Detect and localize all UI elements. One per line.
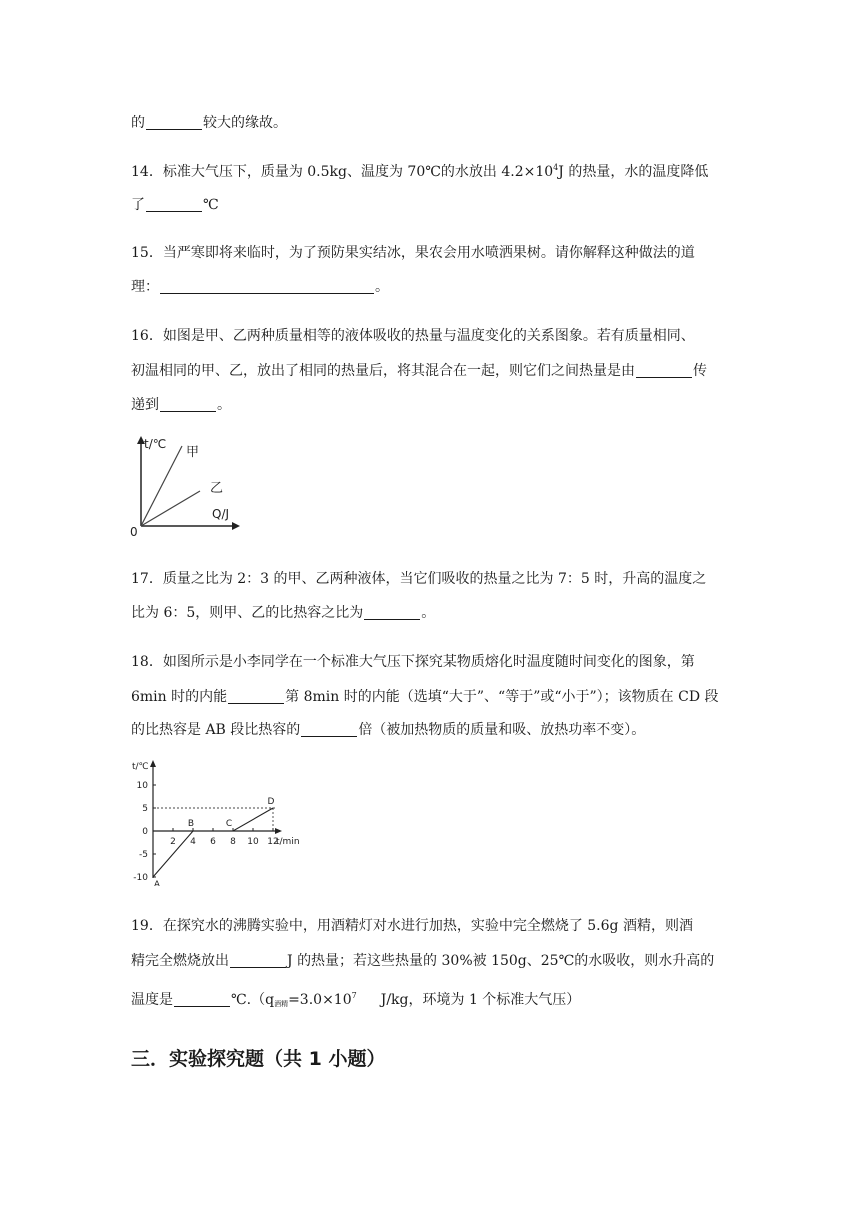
y-tick-label: -10	[133, 873, 148, 883]
y-axis-label: t/℃	[144, 437, 167, 451]
text: 。	[421, 605, 436, 621]
text: J/kg，环境为 1 个标准大气压）	[380, 992, 581, 1008]
point-label-b: B	[187, 819, 195, 829]
text: 17．质量之比为 2：3 的甲、乙两种液体，当它们吸收的热量之比为 7：5 时，升高的温度之	[131, 571, 707, 587]
point-label-a: A	[153, 880, 161, 886]
text: 递到	[131, 397, 159, 413]
point-label-c: C	[225, 819, 233, 829]
question-14-line-1	[131, 161, 708, 181]
text: 14．标准大气压下，质量为 0.5kg、温度为 70℃的水放出 4.2×10	[131, 164, 554, 180]
x-tick-label: 12	[267, 837, 279, 847]
text: 16．如图是甲、乙两种质量相等的液体吸收的热量与温度变化的关系图象。若有质量相同、	[131, 328, 695, 344]
text: 18．如图所示是小李同学在一个标准大气压下探究某物质熔化时温度随时间变化的图象，第	[131, 654, 695, 670]
origin-label: 0	[130, 525, 138, 538]
x-tick-label: 10	[247, 837, 259, 847]
question-15-line-1	[131, 242, 695, 262]
text: 6min 时的内能	[131, 689, 228, 705]
point-label-d: D	[267, 797, 275, 807]
question-14-line-2	[131, 194, 219, 214]
text: 理：	[131, 279, 159, 295]
answer-blank[interactable]	[301, 722, 357, 737]
x-axis-arrow	[232, 522, 240, 530]
text: 传	[693, 363, 707, 379]
question-17-line-2	[131, 602, 435, 622]
text: 精完全燃烧放出	[131, 953, 229, 969]
x-tick-label: 4	[190, 837, 196, 847]
text: 了	[131, 197, 145, 213]
superscript: 7	[351, 991, 357, 1000]
answer-blank[interactable]	[230, 953, 286, 968]
text: 第 8min 时的内能（选填“大于”、“等于”或“小于”）；该物质在 CD 段	[285, 689, 719, 705]
text: 的比热容是 AB 段比热容的	[131, 722, 301, 738]
text: 倍（被加热物质的质量和吸、放热功率不变）。	[358, 722, 646, 738]
answer-blank[interactable]	[364, 605, 420, 620]
y-tick-label: 0	[142, 827, 148, 837]
x-tick-label: 8	[230, 837, 236, 847]
figure-heat-temperature-graph	[128, 434, 244, 538]
text: 较大的缘故。	[203, 115, 287, 131]
x-axis-label: Q/J	[212, 507, 230, 521]
text: ℃.（q	[231, 992, 275, 1008]
x-tick-label: 2	[170, 837, 176, 847]
label-yi: 乙	[210, 481, 224, 496]
text: 。	[375, 279, 389, 295]
question-19-line-3	[131, 989, 580, 1009]
answer-blank[interactable]	[228, 689, 284, 704]
answer-blank[interactable]	[160, 397, 216, 412]
question-19-line-2	[131, 950, 714, 970]
label-jia: 甲	[186, 445, 200, 460]
text-line	[131, 112, 287, 132]
text: 。	[217, 397, 231, 413]
x-tick-label: 6	[210, 837, 216, 847]
question-18-line-3	[131, 719, 645, 739]
answer-blank[interactable]	[146, 115, 202, 130]
x-axis-arrow	[275, 828, 282, 834]
y-tick-label: 10	[136, 781, 148, 791]
text: 19．在探究水的沸腾实验中，用酒精灯对水进行加热，实验中完全燃烧了 5.6g 酒精，则酒	[131, 918, 693, 934]
section-heading: 三．实验探究题（共 1 小题）	[131, 1048, 386, 1070]
superscript: 4	[553, 163, 559, 172]
answer-blank[interactable]	[174, 992, 230, 1007]
text: 的	[131, 115, 145, 131]
text: 15．当严寒即将来临时，为了预防果实结冰，果农会用水喷洒果树。请你解释这种做法的道	[131, 245, 695, 261]
question-15-line-2	[131, 276, 389, 296]
question-16-line-2	[131, 360, 707, 380]
answer-blank[interactable]	[146, 197, 202, 212]
y-tick-label: -5	[139, 850, 148, 860]
text: =3.0×10	[288, 992, 352, 1008]
text: ℃	[203, 197, 219, 213]
question-17-line-1	[131, 568, 706, 588]
subscript: 酒精	[274, 1000, 289, 1008]
y-axis-arrow	[150, 760, 156, 767]
text: J 的热量；若这些热量的 30%被 150g、25℃的水吸收，则水升高的	[287, 953, 715, 969]
question-18-line-1	[131, 651, 695, 671]
question-16-line-1	[131, 325, 695, 345]
y-tick-label: 5	[142, 804, 148, 814]
text: J 的热量，水的温度降低	[558, 164, 709, 180]
text: 初温相同的甲、乙，放出了相同的热量后，将其混合在一起，则它们之间热量是由	[131, 363, 635, 379]
question-18-line-2	[131, 686, 719, 706]
answer-blank[interactable]	[636, 363, 692, 378]
answer-blank[interactable]	[160, 279, 374, 294]
melting-temperature-chart	[128, 758, 308, 886]
text: 比为 6：5，则甲、乙的比热容之比为	[131, 605, 364, 621]
text: 温度是	[131, 992, 173, 1008]
question-19-line-1	[131, 915, 693, 935]
x-axis-label: t/min	[276, 837, 300, 847]
y-axis-label: t/℃	[132, 762, 149, 772]
question-16-line-3	[131, 394, 231, 414]
